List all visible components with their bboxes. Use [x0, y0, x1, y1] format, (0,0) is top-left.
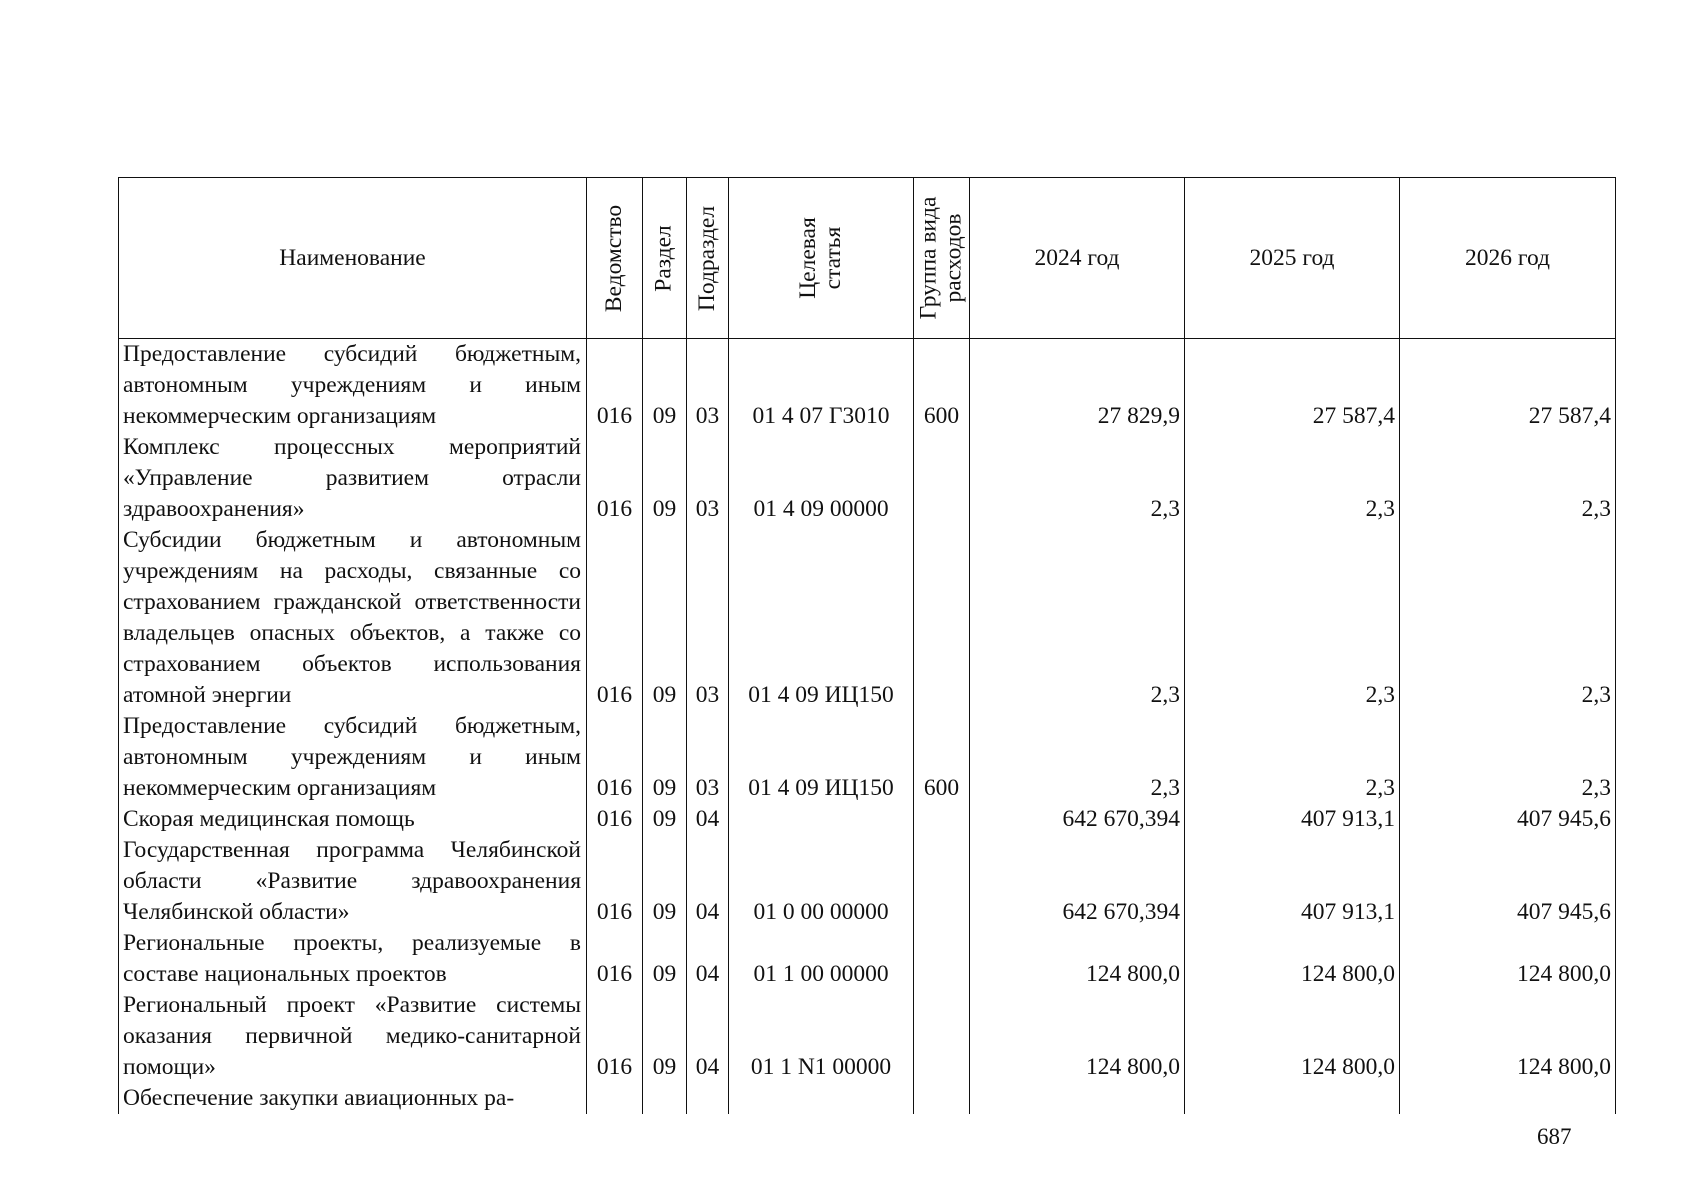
cell-year-2026: 407 945,6 [1517, 806, 1611, 832]
cell-subsection: 03 [687, 339, 729, 433]
cell-year-2024: 642 670,394 [970, 835, 1185, 928]
header-target-article [729, 178, 914, 339]
cell-expense-group [914, 990, 970, 1083]
cell-year-2025: 2,3 [1185, 432, 1400, 525]
cell-target-article: 01 4 09 ИЦ150 [729, 711, 914, 804]
cell-department: 016 [587, 711, 643, 804]
table-row [119, 432, 1616, 525]
cell-year-2026: 27 587,4 [1528, 403, 1611, 429]
table-row [119, 711, 1616, 804]
cell-department: 016 [587, 804, 643, 835]
cell-year-2025: 124 800,0 [1185, 928, 1400, 990]
cell-year-2024: 124 800,0 [970, 928, 1185, 990]
cell-department: 016 [587, 990, 643, 1083]
cell-year-2025: 407 913,1 [1185, 804, 1400, 835]
cell-name: Предоставление субсидий бюджетным, автономным учреждениям и иным некоммерческим организациям [119, 339, 587, 433]
cell-year-2024: 2,3 [970, 525, 1185, 711]
cell-year-2024: 124 800,0 [970, 990, 1185, 1083]
header-section [643, 178, 687, 339]
header-target-article-label: Целевая статья [795, 217, 846, 299]
cell-section: 09 [643, 525, 687, 711]
header-name-label: Наименование [279, 244, 426, 271]
header-subsection-label: Подраздел [694, 205, 720, 311]
cell-expense-group [914, 1083, 970, 1114]
cell-target-article [729, 804, 914, 835]
cell-section: 09 [643, 928, 687, 990]
cell-subsection: 04 [687, 835, 729, 928]
cell-target-article: 01 4 07 Г3010 [729, 339, 914, 433]
cell-subsection: 04 [687, 928, 729, 990]
cell-target-article [729, 1083, 914, 1114]
table-row [119, 990, 1616, 1083]
cell-year-2024: 2,3 [970, 432, 1185, 525]
cell-subsection: 03 [687, 525, 729, 711]
header-expense-group [914, 178, 970, 339]
cell-target-article: 01 1 00 00000 [729, 928, 914, 990]
cell-expense-group [914, 928, 970, 990]
cell-department: 016 [587, 525, 643, 711]
cell-year-2026: 2,3 [1581, 682, 1611, 708]
cell-name: Обеспечение закупки авиационных ра- [119, 1083, 587, 1114]
cell-year-2025: 27 587,4 [1185, 339, 1400, 433]
cell-section [643, 1083, 687, 1114]
header-year-2024-label: 2024 год [1034, 244, 1120, 271]
header-department-label: Ведомство [601, 204, 627, 312]
header-name [119, 178, 587, 339]
header-section-label: Раздел [651, 224, 678, 292]
cell-department: 016 [587, 928, 643, 990]
table-row [119, 835, 1616, 928]
cell-name: Предоставление субсидий бюджетным, автономным учреждениям и иным некоммерческим организациям [119, 711, 587, 804]
cell-department: 016 [587, 835, 643, 928]
cell-target-article: 01 1 N1 00000 [729, 990, 914, 1083]
cell-year-2026: 2,3 [1581, 496, 1611, 522]
cell-expense-group [914, 804, 970, 835]
cell-subsection: 04 [687, 990, 729, 1083]
header-year-2026-label: 2026 год [1465, 244, 1550, 271]
cell-year-2026 [1400, 1083, 1616, 1114]
header-year-2026 [1400, 178, 1616, 339]
cell-year-2025: 124 800,0 [1185, 990, 1400, 1083]
cell-expense-group: 600 [914, 339, 970, 433]
cell-section: 09 [643, 339, 687, 433]
cell-year-2024: 642 670,394 [970, 804, 1185, 835]
cell-subsection: 03 [687, 711, 729, 804]
cell-year-2024 [970, 1083, 1185, 1114]
cell-section: 09 [643, 804, 687, 835]
cell-expense-group [914, 432, 970, 525]
table-row [119, 1083, 1616, 1114]
cell-expense-group [914, 525, 970, 711]
cell-year-2025: 2,3 [1185, 525, 1400, 711]
cell-section: 09 [643, 711, 687, 804]
cell-name: Комплекс процессных мероприятий «Управление развитием отрасли здравоохранения» [119, 432, 587, 525]
cell-department [587, 1083, 643, 1114]
cell-department: 016 [587, 339, 643, 433]
cell-year-2024: 27 829,9 [970, 339, 1185, 433]
cell-department: 016 [587, 432, 643, 525]
cell-subsection: 03 [687, 432, 729, 525]
cell-subsection: 04 [687, 804, 729, 835]
cell-year-2025: 2,3 [1185, 711, 1400, 804]
cell-year-2026: 124 800,0 [1517, 1054, 1611, 1080]
table-row [119, 804, 1616, 835]
header-year-2024 [970, 178, 1185, 339]
cell-target-article: 01 4 09 ИЦ150 [729, 525, 914, 711]
cell-target-article: 01 4 09 00000 [729, 432, 914, 525]
cell-section: 09 [643, 990, 687, 1083]
cell-target-article: 01 0 00 00000 [729, 835, 914, 928]
cell-year-2025 [1185, 1083, 1400, 1114]
cell-year-2026: 407 945,6 [1517, 899, 1611, 925]
budget-table [118, 177, 1616, 1114]
header-department [587, 178, 643, 339]
table-body [119, 339, 1616, 1115]
page-number: 687 [1537, 1124, 1572, 1149]
cell-expense-group [914, 835, 970, 928]
cell-name: Скорая медицинская помощь [119, 804, 587, 835]
cell-subsection [687, 1083, 729, 1114]
table-row [119, 928, 1616, 990]
table-row [119, 339, 1616, 433]
header-expense-group-label: Группа вида расходов [915, 196, 967, 320]
header-year-2025-label: 2025 год [1249, 244, 1335, 271]
cell-section: 09 [643, 432, 687, 525]
cell-section: 09 [643, 835, 687, 928]
cell-name: Региональный проект «Развитие системы оказания первичной медико-санитарной помощи» [119, 990, 587, 1083]
header-subsection [687, 178, 729, 339]
cell-year-2024: 2,3 [970, 711, 1185, 804]
cell-expense-group: 600 [914, 711, 970, 804]
table-row [119, 525, 1616, 711]
table-header-row [119, 178, 1616, 339]
cell-name: Государственная программа Челябинской области «Развитие здравоохранения Челябинской области» [119, 835, 587, 928]
cell-year-2026: 124 800,0 [1517, 961, 1611, 987]
cell-year-2025: 407 913,1 [1185, 835, 1400, 928]
cell-name: Региональные проекты, реализуемые в составе национальных проектов [119, 928, 587, 990]
header-year-2025 [1185, 178, 1400, 339]
cell-year-2026: 2,3 [1581, 775, 1611, 801]
cell-name: Субсидии бюджетным и автономным учреждениям на расходы, связанные со страхованием гражданской ответственности владельцев опасных объектов, а также со страхованием объектов использования атомной энергии [119, 525, 587, 711]
